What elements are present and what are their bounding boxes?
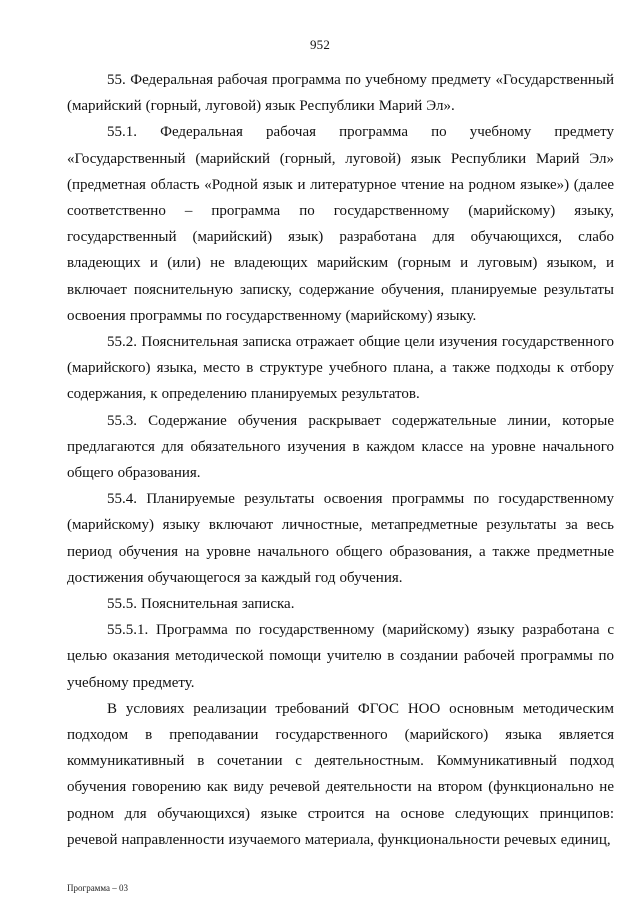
paragraph-55-title: 55. Федеральная рабочая программа по учебному предмету «Государственный (марийский (горный, луговой) язык Республики Марий Эл».	[67, 72, 614, 115]
paragraph-55-4: 55.4. Планируемые результаты освоения программы по государственному (марийскому) языку включают личностные, метапредметные результаты за весь период обучения на уровне начального общего образования, а также предметные достижения обучающегося за каждый год обучения.	[67, 491, 614, 586]
paragraph-55-3: 55.3. Содержание обучения раскрывает содержательные линии, которые предлагаются для обязательного изучения в каждом классе на уровне начального общего образования.	[67, 412, 614, 482]
paragraph-55-5-1: 55.5.1. Программа по государственному (марийскому) языку разработана с целью оказания методической помощи учителю в создании рабочей программы по учебному предмету.	[67, 622, 614, 691]
paragraph-55-1: 55.1. Федеральная рабочая программа по учебному предмету «Государственный (марийский (горный, луговой) язык Республики Марий Эл» (предметная область «Родной язык и литературное чтение на родном языке») (далее соответственно – программа по государственному (марийскому) языку, государственный (марийский) язык) разработана для обучающихся, слабо владеющих и (или) не владеющих марийским (горным и луговым) языком, и включает пояснительную записку, содержание обучения, планируемые результаты освоения программы по государственному (марийскому) языку.	[67, 124, 614, 324]
paragraph-method-approach: В условиях реализации требований ФГОС НОО основным методическим подходом в преподавании государственного (марийского) языка является коммуникативный в сочетании с деятельностным. Коммуникативный подход обучения говорению как виду речевой деятельности на втором (функционально не родном для обучающихся) языке строится на основе следующих принципов: речевой направленности изучаемого материала, функциональности речевых единиц,	[67, 700, 614, 848]
document-body	[67, 67, 614, 853]
footer-label: Программа – 03	[67, 883, 129, 893]
paragraph-55-5: 55.5. Пояснительная записка.	[107, 596, 295, 613]
page-number: 952	[309, 37, 331, 52]
paragraph-55-2: 55.2. Пояснительная записка отражает общие цели изучения государственного (марийского) языка, место в структуре учебного плана, а также подходы к отбору содержания, к определению планируемых результатов.	[67, 334, 614, 403]
